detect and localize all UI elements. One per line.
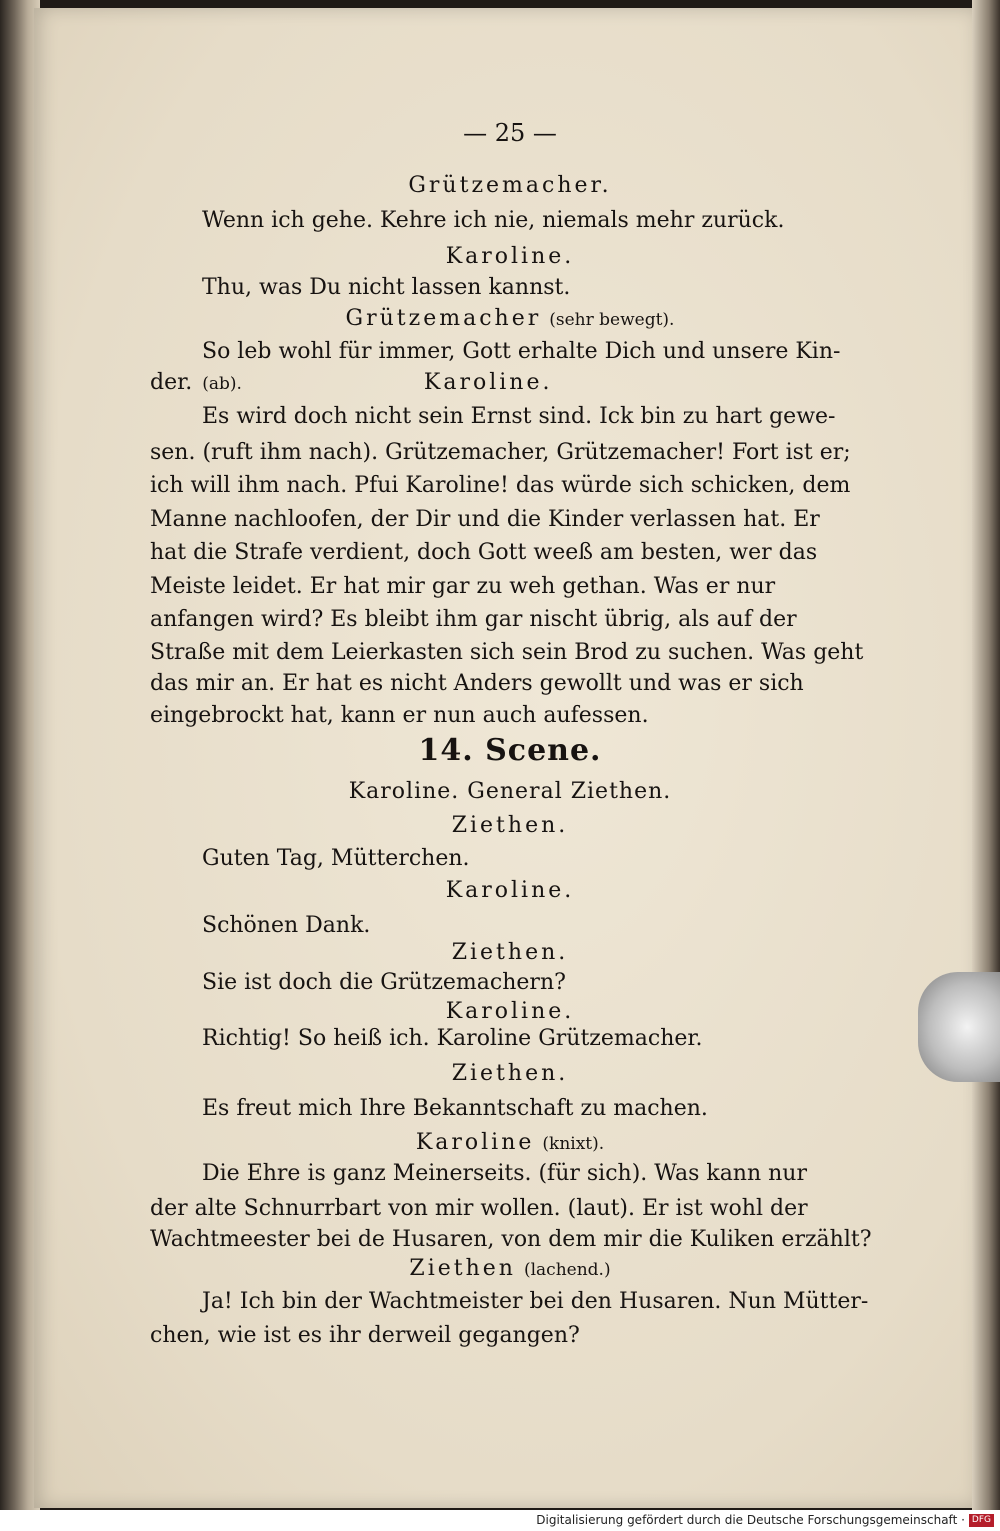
speaker-label: Karoline. <box>423 370 553 395</box>
dialogue-line: Die Ehre is ganz Meinerseits. (für sich). Was kann nur <box>202 1161 807 1186</box>
speaker-label: Ziethen. <box>451 813 569 838</box>
speaker-name <box>150 1253 870 1286</box>
speaker-name <box>150 1127 870 1160</box>
speaker-label: Karoline. <box>445 244 575 269</box>
digitization-footer <box>0 1510 1000 1531</box>
dialogue-line: Ja! Ich bin der Wachtmeister bei den Husaren. Nun Mütter- <box>202 1289 869 1314</box>
dialogue-line: So leb wohl für immer, Gott erhalte Dich und unsere Kin- <box>202 339 841 364</box>
footer-credit: Digitalisierung gefördert durch die Deutsche Forschungsgemeinschaft · <box>536 1513 965 1527</box>
stage-direction: (knixt). <box>542 1134 605 1154</box>
speaker-name <box>150 303 870 336</box>
dialogue-line: sen. (ruft ihm nach). Grützemacher, Grützemacher! Fort ist er; <box>150 440 851 465</box>
scene-heading: 14. Scene. <box>418 733 602 768</box>
dialogue-line: Wachtmeester bei de Husaren, von dem mir die Kuliken erzählt? <box>150 1227 872 1252</box>
speaker-name <box>150 241 870 273</box>
speaker-name <box>150 170 870 202</box>
dialogue-line: Sie ist doch die Grützemachern? <box>202 970 566 995</box>
speaker-name <box>150 875 870 907</box>
speaker-label: Ziethen. <box>451 940 569 965</box>
dialogue-line: anfangen wird? Es bleibt ihm gar nischt übrig, als auf der <box>150 607 797 632</box>
speaker-label: Ziethen. <box>451 1061 569 1086</box>
page-stack-edge <box>972 0 1000 1531</box>
speaker-label: Grützemacher <box>345 306 542 331</box>
speaker-name <box>150 810 870 842</box>
dialogue-line <box>150 367 870 400</box>
dialogue-line: Straße mit dem Leierkasten sich sein Brod zu suchen. Was geht <box>150 640 864 665</box>
page-number: — 25 — <box>463 119 557 147</box>
stage-direction: (ab). <box>202 374 242 394</box>
speaker-label: Ziethen <box>409 1256 516 1281</box>
scene-cast: Karoline. General Ziethen. <box>348 779 672 804</box>
dialogue-line: Manne nachloofen, der Dir und die Kinder verlassen hat. Er <box>150 507 820 532</box>
dialogue-line: Guten Tag, Mütterchen. <box>202 846 470 871</box>
dialogue-line: Thu, was Du nicht lassen kannst. <box>202 275 571 300</box>
dialogue-line: Richtig! So heiß ich. Karoline Grützemacher. <box>202 1026 703 1051</box>
dialogue-line: chen, wie ist es ihr derweil gegangen? <box>150 1323 580 1348</box>
dialogue-line: der alte Schnurrbart von mir wollen. (laut). Er ist wohl der <box>150 1196 808 1221</box>
speaker-label: Karoline <box>415 1130 535 1155</box>
stage-direction: (lachend.) <box>523 1260 611 1280</box>
dialogue-line: ich will ihm nach. Pfui Karoline! das würde sich schicken, dem <box>150 473 851 498</box>
metal-clip <box>918 972 1000 1082</box>
dialogue-line: eingebrockt hat, kann er nun auch aufessen. <box>150 703 649 728</box>
stage-direction: (sehr bewegt). <box>549 310 675 330</box>
dialogue-line: hat die Strafe verdient, doch Gott weeß am besten, wer das <box>150 540 818 565</box>
speaker-name <box>150 937 870 969</box>
dialogue-line: Es wird doch nicht sein Ernst sind. Ick bin zu hart gewe- <box>202 404 836 429</box>
speaker-label: Karoline. <box>445 878 575 903</box>
dialogue-text: der. <box>150 370 193 395</box>
speaker-label: Grützemacher. <box>408 173 612 198</box>
dialogue-line: Es freut mich Ihre Bekanntschaft zu machen. <box>202 1096 708 1121</box>
dialogue-line: das mir an. Er hat es nicht Anders gewollt und was er sich <box>150 671 804 696</box>
dfg-logo: DFG <box>969 1514 994 1527</box>
speaker-label: Karoline. <box>445 999 575 1024</box>
dialogue-line: Meiste leidet. Er hat mir gar zu weh gethan. Was er nur <box>150 574 776 599</box>
dialogue-line: Wenn ich gehe. Kehre ich nie, niemals mehr zurück. <box>202 208 785 233</box>
speaker-name <box>150 1058 870 1090</box>
dialogue-line: Schönen Dank. <box>202 913 371 938</box>
